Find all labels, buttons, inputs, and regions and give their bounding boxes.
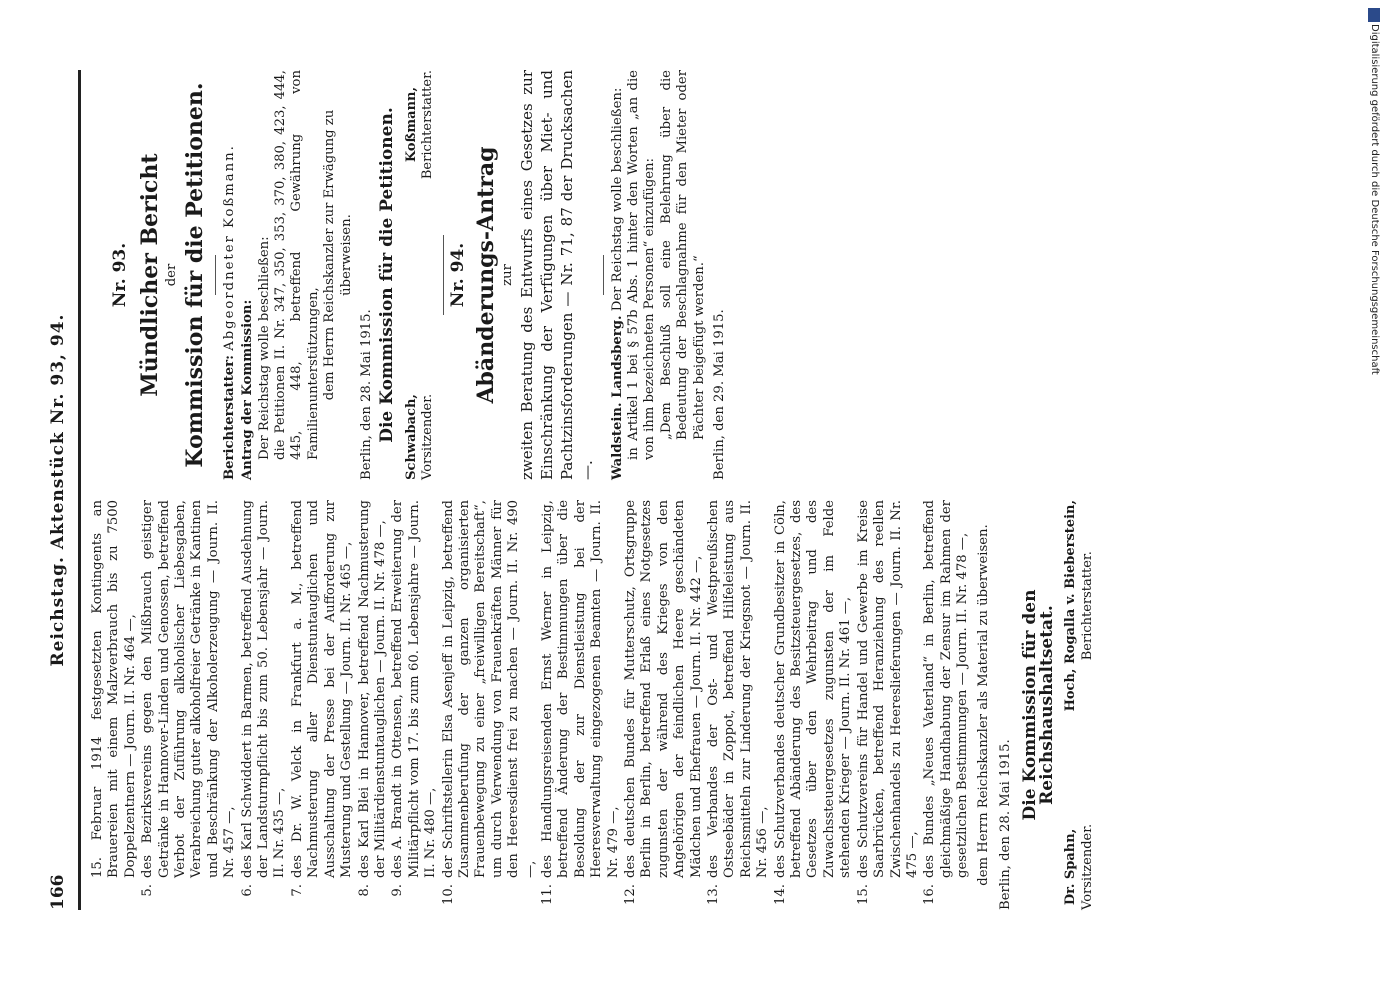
nr94-zur: zur <box>500 264 516 286</box>
digitization-note: Digitalisierung gefördert durch die Deutsche Forschungsgemeinschaft <box>1369 24 1380 375</box>
list-item: 13. des Verbandes der Ost- und Westpreußischen Ostseebäder in Zoppot, betreffend Hilfeleistung aus Reichsmitteln zur Linderung der Kriegsnot — Journ. II. Nr. 456 —, <box>706 500 771 905</box>
signatures <box>1063 500 1096 910</box>
nr93-der: der <box>164 263 180 287</box>
nr94-subject: zweiten Beratung des Entwurfs eines Gesetzes zur Einschränkung der Verfügungen über Miet- und Pachtzinsforderungen — Nr. 71, 87 der Drucksachen —. <box>517 70 596 480</box>
nr94-motion-line: Waldstein. Landsberg. Der Reichstag wolle beschließen: <box>609 87 625 480</box>
nr94-quote: „Dem Beschluß soll eine Belehrung über die Bedeutung der Beschlagnahme für den Mieter oder Pächter beigefügt werden.“ <box>658 70 707 440</box>
reporter-names: Hoch, Rogalla v. Bieberstein, <box>1063 500 1079 712</box>
header-title: Reichstag. Aktenstück Nr. 93, 94. <box>48 313 68 667</box>
list-item: 12. des deutschen Bundes für Mutterschutz, Ortsgruppe Berlin in Berlin, betreffend Erlaß eines Notgesetzes zugunsten der während des Krieges von den Angehörigen der feindlichen Heere geschändeten Mädchen und Ehefrauen — Journ. II. Nr. 442 —, <box>623 500 704 905</box>
nr93-date: Berlin, den 28. Mai 1915. <box>359 309 375 480</box>
chair-role: Vorsitzender. <box>1079 823 1095 910</box>
list-item: 15. des Schutzvereins für Handel und Gewerbe im Kreise Saarbrücken, betreffend Heranziehung des reellen Zwischenhandels zu Heereslieferungen — Journ. II. Nr. 475 —, <box>855 500 920 905</box>
reporter-role: Berichterstatter. <box>1079 551 1095 661</box>
commission-title: Die Kommission für den Reichshaushaltsetat. <box>1020 589 1057 821</box>
rotated-document-page <box>30 50 1360 930</box>
nr93-petitions: die Petitionen II. Nr. 347, 350, 353, 370, 380, 423, 444, 445, 448, betreffend Gewährung von Familienunterstützungen, <box>273 70 321 460</box>
transfer-line: dem Herrn Reichskanzler als Material zu überweisen. <box>975 524 991 886</box>
nr94-title: Abänderungs-Antrag <box>473 146 500 404</box>
nr93-commission-sign: Die Kommission für die Petitionen. <box>377 107 398 443</box>
nr93-title: Mündlicher Bericht <box>137 153 164 397</box>
list-item: 10. der Schriftstellerin Elsa Asenjeff in Leipzig, betreffend Zusammenberufung der ganzen organisierten Frauenbewegung zu einer „freiwilligen Bereitschaft“, um durch Verwendung von Frauenkräften Männer für den Heeresdienst frei zu machen — Journ. II. Nr. 490 —, <box>440 500 538 905</box>
nr93-signatures: Schwabach, Vorsitzender. Koßmann, Berichterstatter. <box>403 70 436 480</box>
nr94-number: Nr. 94. <box>447 242 468 308</box>
date-line: Berlin, den 28. Mai 1915. <box>997 739 1013 910</box>
list-item: 5. des Bezirksvereins gegen den Mißbrauch geistiger Getränke in Hannover-Linden und Genossen, betreffend Verbot der Zuführung alkoholischer Liebesgaben, Verabreichung guter alkoholfreier Getränke in Kantinen und Beschränkung der Alkoholerzeugung — Journ. II. Nr. 457 —, <box>140 500 238 897</box>
nr94-change: in Artikel 1 bei § 57b Abs. 1 hinter den Worten „an die von ihm bezeichneten Personen“ einzufügen: <box>625 70 658 460</box>
nr94-date: Berlin, den 29. Mai 1915. <box>711 309 727 480</box>
list-item: 9. des A. Brandt in Ottensen, betreffend Erweiterung der Militärpflicht vom 17. bis zum 60. Lebensjahre — Journ. II. Nr. 480 —, <box>390 500 439 897</box>
nr93-motion-text: Der Reichstag wolle beschließen: <box>256 236 272 460</box>
nr93-transfer: dem Herrn Reichskanzler zur Erwägung zu überweisen. <box>322 109 354 401</box>
separator <box>215 255 216 295</box>
list-item: 8. des Karl Blei in Hannover, betreffend Nachmusterung der Militärdienstuntauglichen — Journ. II. Nr. 478 —, <box>356 500 388 897</box>
list-item: 6. des Karl Schwiddert in Barmen, betreffend Ausdehnung der Landsturmpflicht bis zum 50. Lebensjahr — Journ. II. Nr. 435 —, <box>239 500 288 897</box>
nr93-reporter-line: Berichterstatter: Abgeordneter Koßmann. <box>221 144 237 480</box>
section-divider <box>443 235 444 315</box>
page-number: 166 <box>48 874 68 910</box>
list-item: 11. des Handlungsreisenden Ernst Werner in Leipzig, betreffend Änderung der Bestimmungen über die Besoldung der zur Dienstleistung bei der Heeresverwaltung eingezogenen Beamten — Journ. II. Nr. 479 —, <box>539 500 621 905</box>
nr93-number: Nr. 93. <box>110 242 130 308</box>
right-column <box>90 70 728 480</box>
left-column <box>90 500 1096 910</box>
header-rule <box>78 70 81 910</box>
separator <box>603 255 604 295</box>
list-item: 14. des Schutzverbandes deutscher Grundbesitzer in Cöln, betreffend Abänderung des Besitzsteuergesetzes, des Gesetzes über den Wehrbeitrag und des Zuwachssteuergesetzes zugunsten der im Felde stehenden Krieger — Journ. II. Nr. 461 —, <box>772 500 854 905</box>
nr93-motion-label: Antrag der Kommission: <box>240 299 256 480</box>
dfg-logo <box>1368 8 1380 22</box>
running-header <box>48 70 74 910</box>
list-item: 16. des Bundes „Neues Vaterland“ in Berlin, betreffend gleichmäßige Handhabung der Zensur im Rahmen der gesetzlichen Bestimmungen — Journ. II. Nr. 478 —, <box>922 500 971 905</box>
nr93-commission: Kommission für die Petitionen. <box>181 82 208 468</box>
list-item: 15. Februar 1914 festgesetzten Kontingents an Brauereien mit einem Malzverbrauch bis zu 7500 Doppelzentnern — Journ. II. Nr. 464 —, <box>90 500 138 878</box>
list-item: 7. des Dr. W. Velck in Frankfurt a. M., betreffend Nachmusterung aller Dienstuntauglichen und Ausschaltung der Presse bei der Aufforderung zur Musterung und Gestellung — Journ. II. Nr. 465 —, <box>289 500 355 897</box>
chair-name: Dr. Spahn, <box>1063 828 1079 906</box>
